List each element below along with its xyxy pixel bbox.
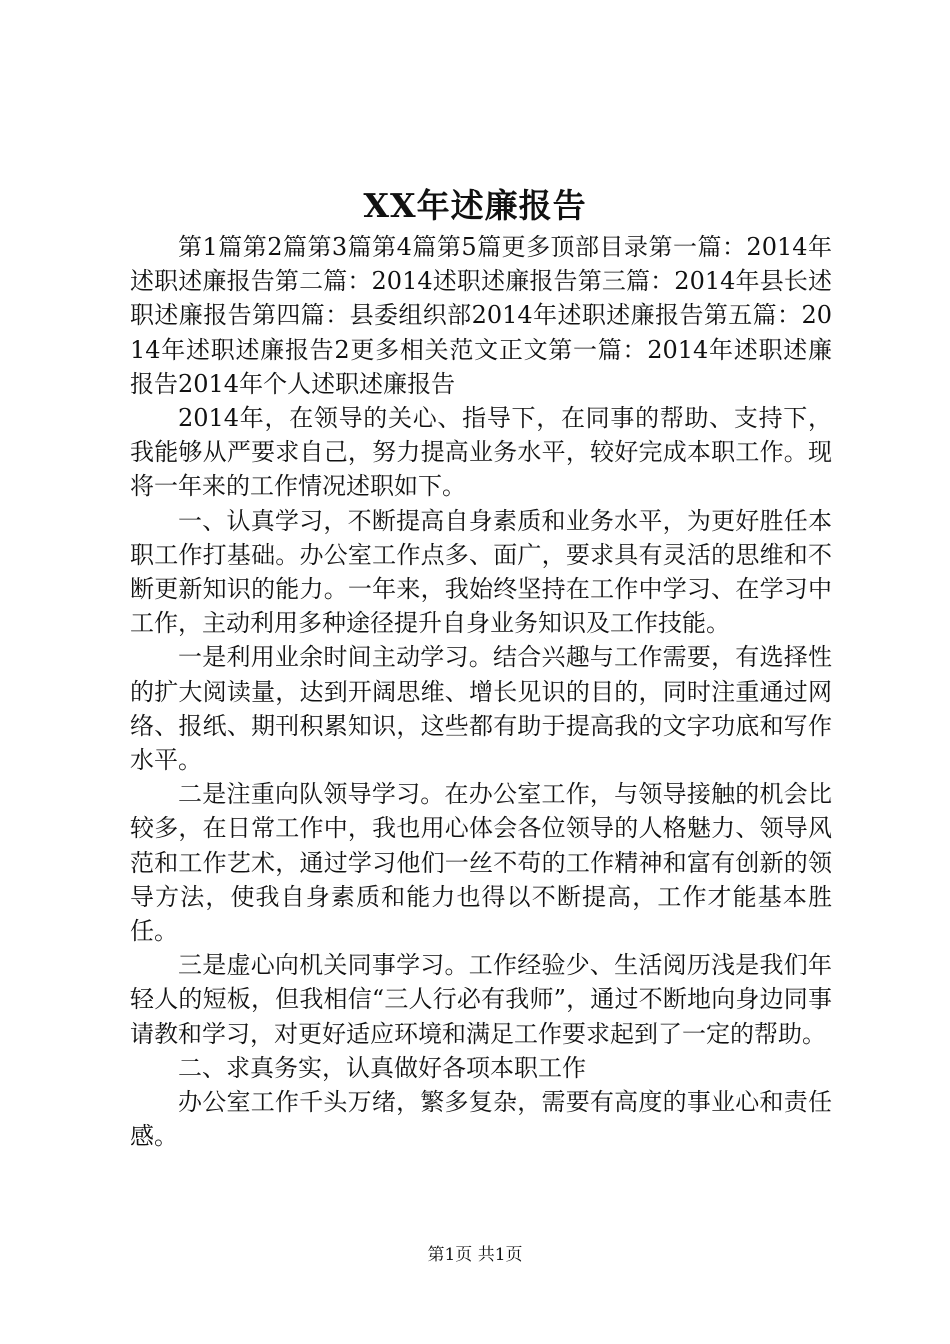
paragraph-section-one: 一、认真学习，不断提高自身素质和业务水平，为更好胜任本职工作打基础。办公室工作点多、面广，要求具有灵活的思维和不断更新知识的能力。一年来，我始终坚持在工作中学习、在学习中工作，主动利用多种途径提升自身业务知识及工作技能。 [130,506,832,638]
paragraph-section-two: 办公室工作千头万绪，繁多复杂，需要有高度的事业心和责任感。 [130,1088,832,1151]
paragraph-point-two: 二是注重向队领导学习。在办公室工作，与领导接触的机会比较多，在日常工作中，我也用心体会各位领导的人格魅力、领导风范和工作艺术，通过学习他们一丝不苟的工作精神和富有创新的领导方法，使我自身素质和能力也得以不断提高，工作才能基本胜任。 [130,780,832,946]
paragraph-point-one: 一是利用业余时间主动学习。结合兴趣与工作需要，有选择性的扩大阅读量，达到开阔思维、增长见识的目的，同时注重通过网络、报纸、期刊积累知识，这些都有助于提高我的文字功底和写作水平。 [130,643,832,775]
document-title: XX年述廉报告 [363,186,587,225]
paragraph-point-three: 三是虚心向机关同事学习。工作经验少、生活阅历浅是我们年轻人的短板，但我相信“三人行必有我师”，通过不断地向身边同事请教和学习，对更好适应环境和满足工作要求起到了一定的帮助。 [130,951,832,1048]
paragraph-introduction: 2014年，在领导的关心、指导下，在同事的帮助、支持下，我能够从严要求自己，努力提高业务水平，较好完成本职工作。现将一年来的工作情况述职如下。 [130,404,832,501]
document-body [130,230,832,1153]
paragraph-table-of-contents: 第1篇第2篇第3篇第4篇第5篇更多顶部目录第一篇：2014年述职述廉报告第二篇：2014述职述廉报告第三篇：2014年县长述职述廉报告第四篇：县委组织部2014年述职述廉报告第五篇：2014年述职述廉报告2更多相关范文正文第一篇：2014年述职述廉报告2014年个人述职述廉报告 [130,233,832,398]
section-two-heading: 二、求真务实，认真做好各项本职工作 [178,1053,586,1082]
page-footer: 第1页 共1页 [427,1245,523,1265]
